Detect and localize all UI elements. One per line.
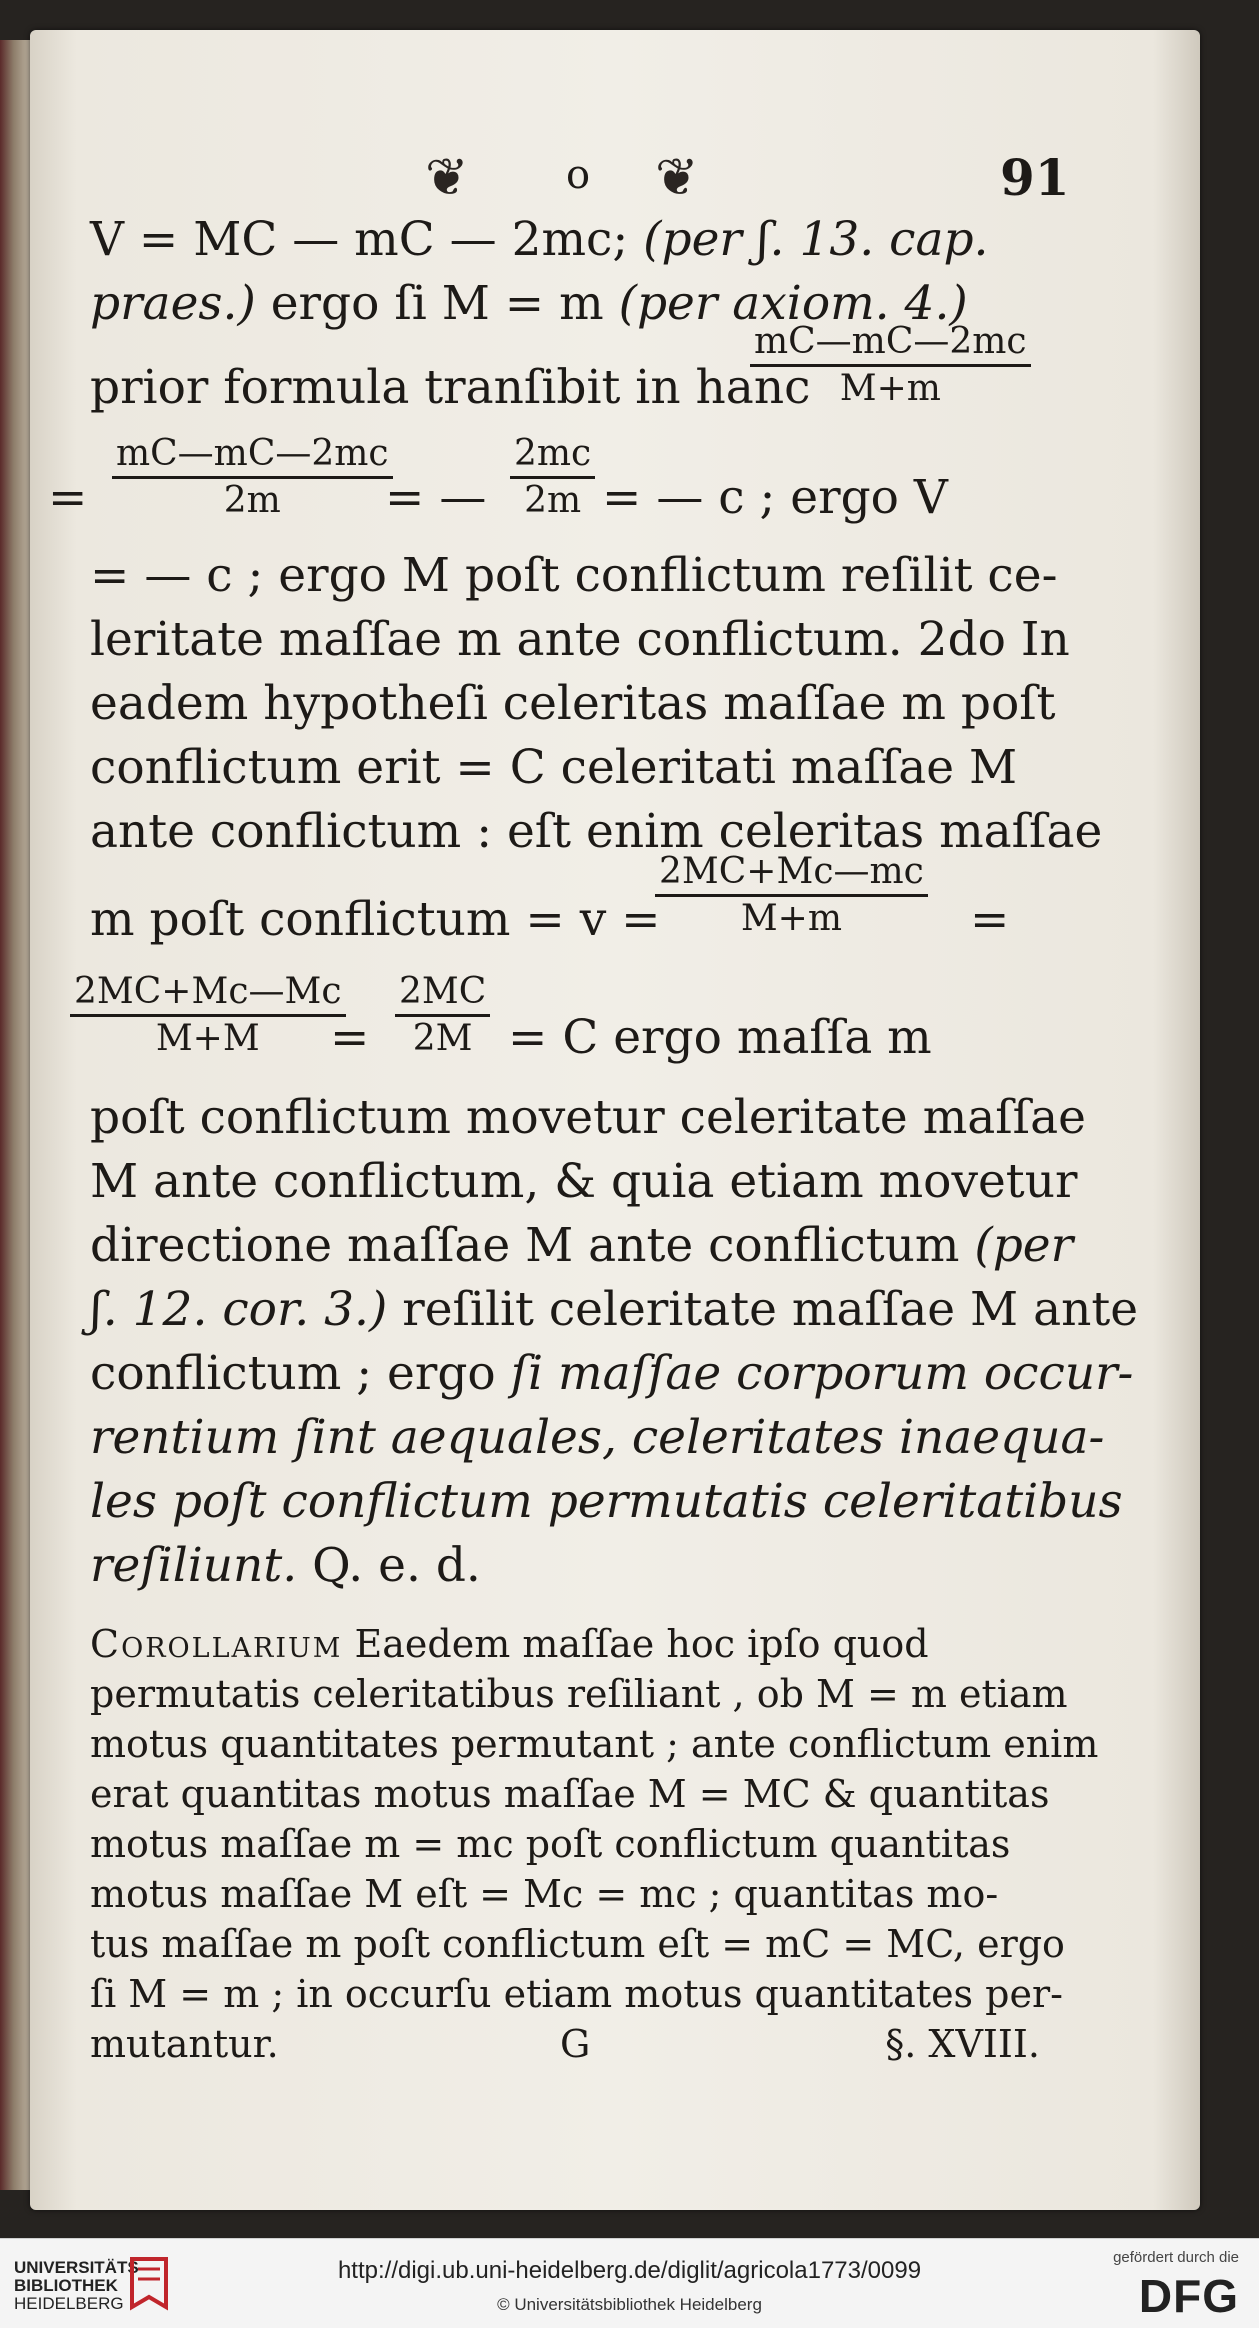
- equals-minus: = —: [385, 470, 487, 525]
- corollary-line-7: tus maſſae m poſt conflictum eſt = mC = MC, ergo: [90, 1922, 1065, 1966]
- page-number: 91: [1000, 148, 1070, 207]
- fraction-4: $\frac{2MC+Mc—mc}{M+m}$: [655, 850, 928, 941]
- text-line-18: les poſt conflictum permutatis celeritatibus: [90, 1474, 1123, 1529]
- funding-note: gefördert durch die: [1113, 2249, 1239, 2266]
- text-line-13: M ante conflictum, & quia etiam movetur: [90, 1154, 1078, 1209]
- equals-sign-1: =: [48, 470, 88, 525]
- fraction-6: $\frac{2MC}{2M}$: [395, 970, 490, 1061]
- corollary-line-4: erat quantitas motus maſſae M = MC & quantitas: [90, 1772, 1050, 1816]
- text-line-10: m poſt conflictum = v =: [90, 892, 661, 947]
- equals-sign-2: =: [970, 892, 1010, 947]
- document-url-link[interactable]: http://digi.ub.uni-heidelberg.de/diglit/agricola1773/0099: [337, 2257, 922, 2284]
- fleuron-left-icon: ❦: [425, 148, 469, 208]
- corollary-line-1: Corollarium Eaedem maſſae hoc ipſo quod: [90, 1622, 929, 1666]
- book-spine: [0, 40, 34, 2190]
- text-line-12: poſt conflictum movetur celeritate maſſae: [90, 1090, 1086, 1145]
- text-line-14: directione maſſae M ante conflictum (per: [90, 1218, 1074, 1273]
- head-separator: o: [566, 152, 591, 198]
- text-line-8: conflictum erit = C celeritati maſſae M: [90, 740, 1018, 795]
- corollary-line-3: motus quantitates permutant ; ante conflictum enim: [90, 1722, 1099, 1766]
- text-line-11-end: = C ergo maſſa m: [508, 1010, 932, 1065]
- text-line-4-end: = — c ; ergo V: [602, 470, 948, 525]
- text-line-19: reſiliunt. Q. e. d.: [90, 1538, 481, 1593]
- library-logo[interactable]: UNIVERSITÄTS- BIBLIOTHEK HEIDELBERG: [14, 2258, 145, 2313]
- fraction-1: $\frac{mC—mC—2mc}{M+m}$: [750, 320, 1031, 411]
- corollary-line-2: permutatis celeritatibus reſiliant , ob M = m etiam: [90, 1672, 1068, 1716]
- corollary-heading: Corollarium: [90, 1622, 343, 1666]
- text-line-6: leritate maſſae m ante conflictum. 2do In: [90, 612, 1070, 667]
- corollary-line-9: mutantur.: [90, 2022, 279, 2066]
- equals-sign-3: =: [330, 1010, 370, 1065]
- text-line-17: rentium ſint aequales, celeritates inaequa-: [90, 1410, 1105, 1465]
- fraction-3: $\frac{2mc}{2m}$: [510, 432, 595, 523]
- text-line-2: praes.) ergo ſi M = m (per axiom. 4.): [90, 276, 968, 331]
- text-line-15: ʃ. 12. cor. 3.) reſilit celeritate maſſae M ante: [90, 1282, 1139, 1337]
- viewer-footer: [0, 2238, 1259, 2328]
- copyright-notice: © Universitätsbibliothek Heidelberg: [497, 2295, 762, 2314]
- text-line-7: eadem hypotheſi celeritas maſſae m poſt: [90, 676, 1056, 731]
- fleuron-right-icon: ❦: [655, 148, 699, 208]
- fraction-2: $\frac{mC—mC—2mc}{2m}$: [112, 432, 393, 523]
- text-line-1: V = MC — mC — 2mc; (per ʃ. 13. cap.: [90, 212, 989, 267]
- dfg-logo[interactable]: DFG: [1138, 2270, 1239, 2322]
- book-page: [30, 30, 1200, 2210]
- text-line-3: prior formula tranſibit in hanc: [90, 360, 811, 415]
- text-line-16: conflictum ; ergo ſi maſſae corporum occur-: [90, 1346, 1134, 1401]
- running-head: [90, 140, 1070, 210]
- text-line-5: = — c ; ergo M poſt conflictum reſilit ce-: [90, 548, 1058, 603]
- corollary-line-6: motus maſſae M eſt = Mc = mc ; quantitas mo-: [90, 1872, 999, 1916]
- signature-mark: G: [560, 2022, 591, 2066]
- fraction-5: $\frac{2MC+Mc—Mc}{M+M}$: [70, 970, 346, 1061]
- corollary-line-5: motus maſſae m = mc poſt conflictum quantitas: [90, 1822, 1011, 1866]
- catchword: §. XVIII.: [885, 2022, 1040, 2066]
- corollary-line-8: ſi M = m ; in occurſu etiam motus quantitates per-: [90, 1972, 1063, 2016]
- text-line-9: ante conflictum : eſt enim celeritas maſſae: [90, 804, 1103, 859]
